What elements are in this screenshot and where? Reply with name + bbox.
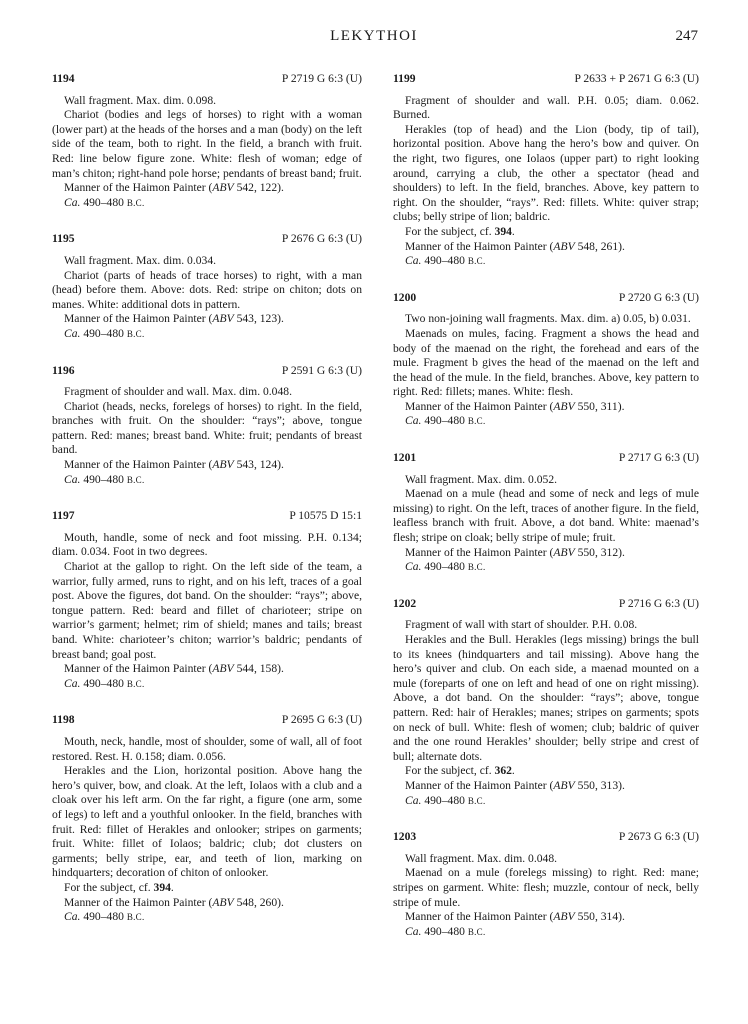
date-era: B.C. bbox=[467, 256, 486, 267]
abv-abbreviation: ABV bbox=[212, 181, 234, 195]
page-header bbox=[50, 28, 698, 50]
entry-paragraph: Herakles (top of head) and the Lion (body, tip of tail), horizontal position. Above hang the hero’s bow and quiver. On the right, two figures, one Iolaos (upper part) to right looking around, carrying a club, the other a spectator (head and shoulders) to left. In the field, branches. Above, key pattern to right. On the shoulder, “rays”. Red: fillets. White: quiver strap; clubs; belly stripe of lion; baldric. bbox=[393, 122, 699, 224]
entry-header bbox=[393, 597, 699, 612]
entry-header bbox=[52, 509, 362, 524]
date-era: B.C. bbox=[467, 926, 486, 937]
entry-paragraph: Wall fragment. Max. dim. 0.052. bbox=[405, 472, 558, 486]
attribution-text: Manner of the Haimon Painter ( bbox=[405, 545, 554, 559]
date-range: 490–480 bbox=[421, 414, 468, 428]
date-circa: Ca. bbox=[405, 793, 422, 807]
inventory-reference: P 2716 G 6:3 (U) bbox=[618, 596, 699, 610]
entry-paragraph: Maenad on a mule (forelegs missing) to right. Red: mane; stripes on garment. White: flesh; muzzle, contour of neck, belly stripe of mule. bbox=[393, 866, 699, 909]
entry-description bbox=[52, 94, 362, 182]
date bbox=[52, 910, 362, 925]
abv-abbreviation: ABV bbox=[212, 895, 234, 909]
date-range: 490–480 bbox=[80, 326, 127, 340]
cf-number: 394 bbox=[494, 224, 512, 238]
inventory-reference: P 2719 G 6:3 (U) bbox=[281, 72, 362, 85]
cf-suffix: . bbox=[511, 764, 515, 778]
date-circa: Ca. bbox=[405, 924, 422, 938]
date bbox=[393, 794, 699, 809]
date-circa: Ca. bbox=[64, 676, 81, 690]
attribution-text: Manner of the Haimon Painter ( bbox=[405, 778, 554, 792]
date-era: B.C. bbox=[467, 416, 486, 427]
cf-suffix: . bbox=[511, 224, 515, 238]
date-era: B.C. bbox=[126, 197, 145, 208]
attribution bbox=[52, 181, 362, 196]
attribution bbox=[393, 910, 699, 925]
date-era: B.C. bbox=[126, 474, 145, 485]
abv-abbreviation: ABV bbox=[553, 910, 575, 924]
entry-number: 1200 bbox=[393, 290, 417, 304]
date-era: B.C. bbox=[467, 795, 486, 806]
catalog-entry bbox=[52, 232, 362, 341]
subject-comparison bbox=[52, 881, 362, 896]
entry-paragraph: Chariot at the gallop to right. On the left side of the team, a warrior, fully armed, runs to right, and on his left, traces of a goal post. Above the figures, dot band. On the shoulder: “rays”; above, tongue pattern. Red: beard and fillet of charioteer; stripe on warrior’s garment; helmet; rim of shield; manes and tails; breast band. White: charioteer’s chiton; warrior’s baldric; pendants of breast band; goal post. bbox=[52, 560, 362, 661]
entry-number: 1197 bbox=[52, 509, 75, 523]
attribution bbox=[393, 240, 699, 255]
entry-number: 1201 bbox=[393, 451, 417, 465]
entry-number: 1202 bbox=[393, 596, 417, 610]
entry-description bbox=[393, 852, 699, 910]
cf-number: 394 bbox=[153, 880, 171, 894]
attribution bbox=[52, 896, 362, 911]
inventory-reference: P 2720 G 6:3 (U) bbox=[618, 290, 699, 304]
entry-paragraph: Two non-joining wall fragments. Max. dim. a) 0.05, b) 0.031. bbox=[405, 312, 691, 326]
entry-description bbox=[52, 254, 362, 312]
entry-description bbox=[393, 618, 699, 764]
date bbox=[393, 560, 699, 575]
date-range: 490–480 bbox=[421, 560, 468, 574]
entry-header bbox=[52, 364, 362, 379]
entry-header bbox=[393, 291, 699, 306]
attribution-text: Manner of the Haimon Painter ( bbox=[405, 399, 554, 413]
attribution-text: Manner of the Haimon Painter ( bbox=[405, 910, 554, 924]
entry-number: 1194 bbox=[52, 72, 75, 85]
abv-reference: 543, 124). bbox=[233, 458, 284, 472]
attribution-text: Manner of the Haimon Painter ( bbox=[405, 239, 554, 253]
catalog-entry bbox=[393, 451, 699, 575]
date-range: 490–480 bbox=[421, 254, 468, 268]
date-circa: Ca. bbox=[64, 472, 81, 486]
date bbox=[393, 254, 699, 269]
entry-paragraph: Mouth, handle, some of neck and foot missing. P.H. 0.134; diam. 0.034. Foot in two degrees. bbox=[52, 530, 362, 559]
abv-abbreviation: ABV bbox=[212, 662, 234, 676]
attribution-text: Manner of the Haimon Painter ( bbox=[64, 662, 213, 676]
date-range: 490–480 bbox=[421, 924, 468, 938]
date-range: 490–480 bbox=[421, 793, 468, 807]
running-title: LEKYTHOI bbox=[330, 28, 418, 44]
subject-comparison bbox=[393, 764, 699, 779]
entry-paragraph: Fragment of wall with start of shoulder. P.H. 0.08. bbox=[405, 618, 638, 632]
entry-description bbox=[393, 312, 699, 400]
inventory-reference: P 2673 G 6:3 (U) bbox=[618, 830, 699, 844]
entry-paragraph: Mouth, neck, handle, most of shoulder, some of wall, all of foot restored. Rest. H. 0.158; diam. 0.056. bbox=[52, 734, 362, 763]
entry-paragraph: Herakles and the Lion, horizontal position. Above hang the hero’s quiver, bow, and cloak. At the left, Iolaos with a club and a cloak over his left arm. On the far right, a figure (one arm, some of legs) to left and a youthful onlooker. In the field, branches with fruit. Red: fillet of Herakles and onlooker; stripes on garments; fruit. White: fillet of Iolaos; baldric; club; dot clusters on garments; belly stripe, ear, and teeth of lion, marking on hindquarters; decoration of chiton of onlooker. bbox=[52, 764, 362, 880]
inventory-reference: P 2591 G 6:3 (U) bbox=[281, 363, 362, 377]
date-range: 490–480 bbox=[80, 910, 127, 924]
abv-abbreviation: ABV bbox=[553, 239, 575, 253]
entry-number: 1199 bbox=[393, 72, 416, 85]
left-column bbox=[52, 72, 362, 947]
catalog-entry bbox=[52, 509, 362, 691]
entry-paragraph: Wall fragment. Max. dim. 0.048. bbox=[405, 851, 558, 865]
attribution-text: Manner of the Haimon Painter ( bbox=[64, 181, 213, 195]
entry-paragraph: Fragment of shoulder and wall. Max. dim. 0.048. bbox=[64, 385, 292, 399]
attribution bbox=[52, 662, 362, 677]
date-circa: Ca. bbox=[64, 910, 81, 924]
abv-reference: 548, 260). bbox=[233, 895, 284, 909]
date-range: 490–480 bbox=[80, 676, 127, 690]
date-circa: Ca. bbox=[405, 254, 422, 268]
abv-reference: 550, 312). bbox=[574, 545, 625, 559]
entry-number: 1196 bbox=[52, 363, 75, 377]
catalog-entry bbox=[393, 72, 699, 269]
inventory-reference: P 2717 G 6:3 (U) bbox=[618, 451, 699, 465]
inventory-reference: P 2633 + P 2671 G 6:3 (U) bbox=[574, 72, 699, 85]
date-circa: Ca. bbox=[405, 414, 422, 428]
entry-number: 1198 bbox=[52, 713, 75, 727]
abv-abbreviation: ABV bbox=[212, 458, 234, 472]
catalog-entry bbox=[393, 291, 699, 429]
attribution bbox=[393, 400, 699, 415]
entry-paragraph: Chariot (parts of heads of trace horses) to right, with a man (head) before them. Above: dots. Red: stripe on chiton; dots on manes. White: additional dots in pattern. bbox=[52, 268, 362, 311]
attribution bbox=[393, 546, 699, 561]
attribution-text: Manner of the Haimon Painter ( bbox=[64, 458, 213, 472]
abv-reference: 550, 314). bbox=[574, 910, 625, 924]
inventory-reference: P 2695 G 6:3 (U) bbox=[281, 713, 362, 727]
entry-header bbox=[52, 713, 362, 728]
entry-header bbox=[393, 830, 699, 845]
entry-paragraph: Herakles and the Bull. Herakles (legs missing) brings the bull to its knees (hindquarters and tail missing). Above hang the hero’s quiver and club. On each side, a maenad mounted on a mule (foreparts of one on left and head of one on right missing). Above, a dot band. On the shoulder: “rays”; above, tongue pattern. Red: hair of Herakles; manes; stripes on garments; spots on neck of bull. White: flesh of women; club; baldric of quiver and the one round Herakles’ shoulder; belly stripe and crest of bull; alternate dots. bbox=[393, 633, 699, 763]
date bbox=[393, 414, 699, 429]
entry-description bbox=[52, 735, 362, 881]
inventory-reference: P 2676 G 6:3 (U) bbox=[281, 232, 362, 246]
date-era: B.C. bbox=[126, 912, 145, 923]
attribution-text: Manner of the Haimon Painter ( bbox=[64, 312, 213, 326]
entry-header bbox=[393, 451, 699, 466]
subject-comparison bbox=[393, 225, 699, 240]
abv-reference: 542, 122). bbox=[233, 181, 284, 195]
abv-reference: 548, 261). bbox=[574, 239, 625, 253]
entry-header bbox=[52, 72, 362, 87]
catalog-entry bbox=[393, 597, 699, 808]
entry-paragraph: Wall fragment. Max. dim. 0.098. bbox=[64, 93, 217, 107]
cf-prefix: For the subject, cf. bbox=[64, 880, 154, 894]
entry-number: 1203 bbox=[393, 830, 417, 844]
entry-paragraph: Fragment of shoulder and wall. P.H. 0.05; diam. 0.062. Burned. bbox=[393, 93, 699, 122]
abv-abbreviation: ABV bbox=[553, 545, 575, 559]
entry-paragraph: Wall fragment. Max. dim. 0.034. bbox=[64, 253, 217, 267]
date bbox=[52, 677, 362, 692]
date-circa: Ca. bbox=[64, 326, 81, 340]
attribution-text: Manner of the Haimon Painter ( bbox=[64, 895, 213, 909]
entry-paragraph: Maenad on a mule (head and some of neck and legs of mule missing) to right. On the left, traces of another figure. In the field, leafless branch with fruit. Above, a dot band. White: maenad’s flesh; stripe on cloak; belly stripe of mule; fruit. bbox=[393, 487, 699, 545]
date bbox=[393, 925, 699, 940]
entry-description bbox=[52, 531, 362, 662]
catalog-entry bbox=[52, 364, 362, 488]
date bbox=[52, 473, 362, 488]
date bbox=[52, 327, 362, 342]
date bbox=[52, 196, 362, 211]
date-circa: Ca. bbox=[405, 560, 422, 574]
abv-reference: 550, 313). bbox=[574, 778, 625, 792]
entry-paragraph: Chariot (heads, necks, forelegs of horses) to right. In the field, branches with fruit. On the shoulder: “rays”; above, tongue pattern. Red: manes; breast band. White: fruit; pendants of breast band. bbox=[52, 399, 362, 457]
entry-description bbox=[393, 473, 699, 546]
cf-number: 362 bbox=[494, 764, 512, 778]
entry-header bbox=[393, 72, 699, 87]
cf-prefix: For the subject, cf. bbox=[405, 764, 495, 778]
date-range: 490–480 bbox=[80, 195, 127, 209]
date-era: B.C. bbox=[467, 562, 486, 573]
attribution bbox=[393, 779, 699, 794]
cf-prefix: For the subject, cf. bbox=[405, 224, 495, 238]
date-circa: Ca. bbox=[64, 195, 81, 209]
entry-paragraph: Chariot (bodies and legs of horses) to right with a woman (lower part) at the heads of the horses and a man (body) on the left side of the team, both to right. In the field, a branch with fruit. Red: line below figure zone. White: flesh of woman; edge of man’s chiton; right-hand pole horse; pendants of breast band; fruit. bbox=[52, 108, 362, 180]
abv-reference: 544, 158). bbox=[233, 662, 284, 676]
entry-description bbox=[52, 385, 362, 458]
page-number: 247 bbox=[675, 28, 698, 44]
abv-abbreviation: ABV bbox=[553, 399, 575, 413]
abv-reference: 543, 123). bbox=[233, 312, 284, 326]
abv-reference: 550, 311). bbox=[574, 399, 625, 413]
entry-description bbox=[393, 94, 699, 225]
right-column bbox=[393, 72, 699, 961]
catalog-entry bbox=[52, 72, 362, 210]
abv-abbreviation: ABV bbox=[553, 778, 575, 792]
inventory-reference: P 10575 D 15:1 bbox=[289, 509, 362, 523]
abv-abbreviation: ABV bbox=[212, 312, 234, 326]
date-range: 490–480 bbox=[80, 472, 127, 486]
catalog-entry bbox=[393, 830, 699, 939]
date-era: B.C. bbox=[126, 678, 145, 689]
entry-number: 1195 bbox=[52, 232, 75, 246]
catalog-entry bbox=[52, 713, 362, 924]
entry-header bbox=[52, 232, 362, 247]
cf-suffix: . bbox=[170, 880, 174, 894]
entry-paragraph: Maenads on mules, facing. Fragment a shows the head and body of the maenad on the right, the forehead and ears of the mule. Fragment b gives the head of the maenad on the left and the head of the mule. In the field, branches. Above, key pattern to right. Red: fillets; manes. White: flesh. bbox=[393, 326, 699, 399]
attribution bbox=[52, 458, 362, 473]
attribution bbox=[52, 312, 362, 327]
date-era: B.C. bbox=[126, 328, 145, 339]
